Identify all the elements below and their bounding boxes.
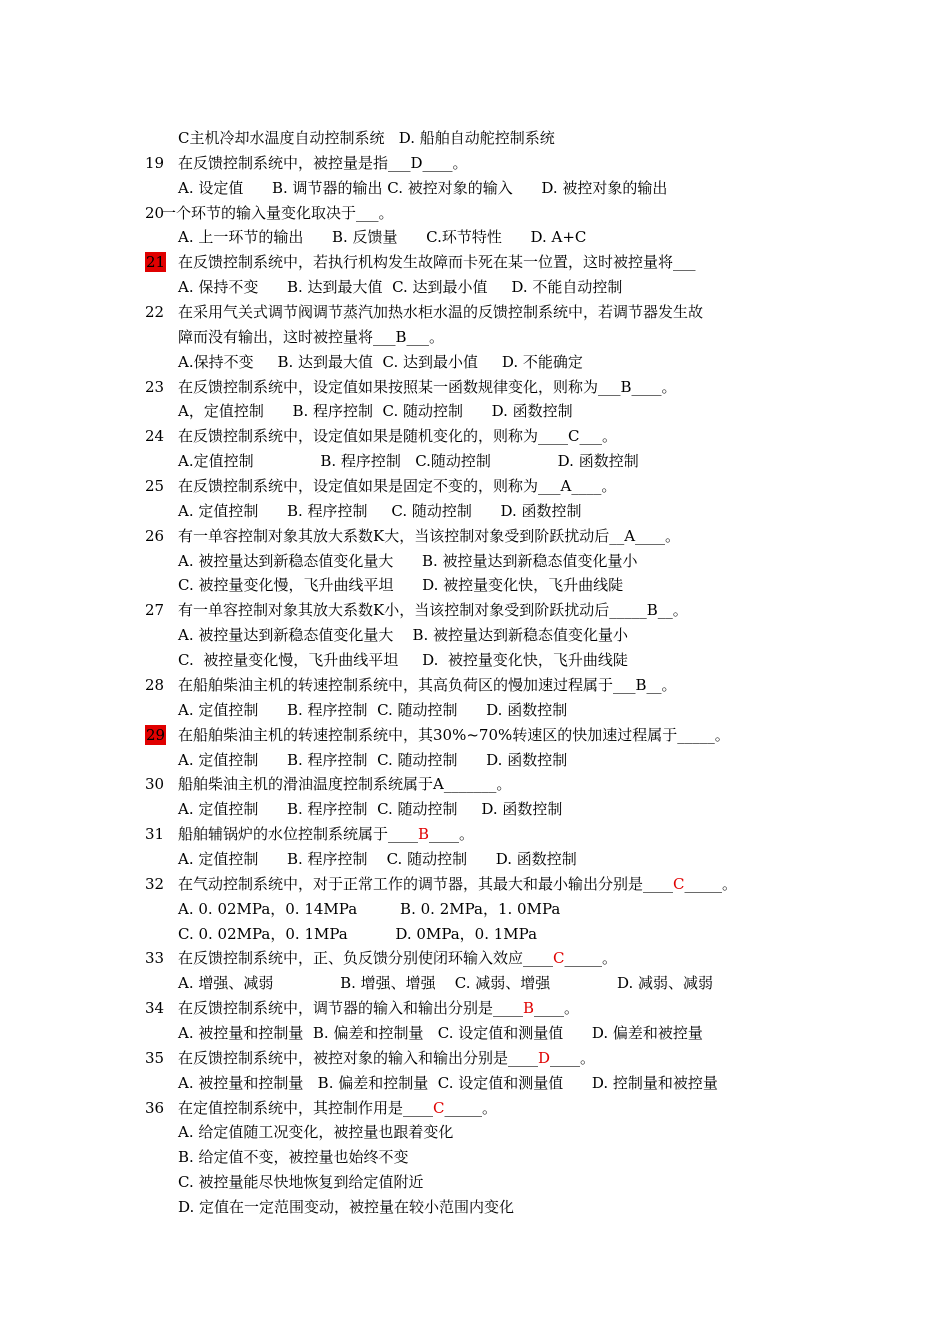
line-text: A. 被控量和控制量 B. 偏差和控制量 C. 设定值和测量值 D. 控制量和被控量	[178, 1073, 718, 1092]
line-text: B. 给定值不变，被控量也始终不变	[178, 1148, 409, 1167]
option-text	[178, 178, 667, 198]
question-text	[161, 203, 394, 223]
blank-tail: _____。	[444, 1098, 498, 1117]
line-text: 在反馈控制系统中，设定值如果按照某一函数规律变化，则称为___B____。	[178, 377, 677, 396]
line-text: C. 0. 02MPa，0. 1MPa D. 0MPa，0. 1MPa	[178, 924, 538, 943]
option-text	[178, 625, 628, 645]
question-text	[178, 675, 677, 695]
answer-mark: C	[673, 874, 685, 893]
line-text: A.保持不变 B. 达到最大值 C. 达到最小值 D. 不能确定	[178, 352, 583, 371]
line-text: A. 定值控制 B. 程序控制 C. 随动控制 D. 函数控制	[178, 849, 577, 868]
blank-tail: ____。	[429, 825, 475, 844]
answer-mark: C	[433, 1098, 445, 1117]
option-text	[178, 1197, 514, 1217]
question-text	[178, 476, 616, 496]
flagged-question-number: 29	[146, 725, 166, 744]
option-text	[178, 352, 583, 372]
option-text	[178, 277, 622, 297]
question-number: 33	[145, 949, 165, 968]
option-text	[178, 700, 567, 720]
question-text	[178, 1048, 595, 1068]
line-text: A. 给定值随工况变化，被控量也跟着变化	[178, 1123, 454, 1142]
option-text	[178, 501, 582, 521]
line-text: A. 0. 02MPa，0. 14MPa B. 0. 2MPa，1. 0MPa	[178, 899, 561, 918]
flagged-question-number: 21	[146, 253, 166, 272]
line-text: A. 保持不变 B. 达到最大值 C. 达到最小值 D. 不能自动控制	[178, 278, 623, 297]
answer-mark: B	[418, 825, 430, 844]
line-text: A. 被控量达到新稳态值变化量大 B. 被控量达到新稳态值变化量小	[178, 551, 638, 570]
line-text: 在反馈控制系统中，被控量是指___D____。	[178, 153, 468, 172]
question-text	[178, 252, 696, 272]
option-text	[178, 1172, 423, 1192]
line-text: A，定值控制 B. 程序控制 C. 随动控制 D. 函数控制	[178, 402, 573, 421]
option-text	[178, 799, 562, 819]
question-number: 34	[145, 999, 165, 1018]
blank-tail: _____。	[684, 874, 738, 893]
line-text: 一个环节的输入量变化取决于___。	[161, 203, 394, 222]
line-text: 在反馈控制系统中，设定值如果是随机变化的，则称为____C___。	[178, 427, 617, 446]
option-text	[178, 1023, 703, 1043]
line-text: D. 定值在一定范围变动，被控量在较小范围内变化	[178, 1197, 515, 1216]
line-text: 有一单容控制对象其放大系数K大，当该控制对象受到阶跃扰动后__A____。	[178, 526, 681, 545]
line-text: A. 定值控制 B. 程序控制 C. 随动控制 D. 函数控制	[178, 501, 582, 520]
line-text: 在定值控制系统中，其控制作用是____	[178, 1098, 434, 1117]
line-text: 在反馈控制系统中，调节器的输入和输出分别是____	[178, 999, 524, 1018]
blank-tail: ____。	[534, 999, 580, 1018]
question-text	[178, 725, 730, 745]
option-text	[178, 899, 560, 919]
option-text	[178, 750, 567, 770]
question-text	[178, 998, 579, 1018]
option-text	[178, 973, 713, 993]
question-number: 27	[145, 601, 165, 620]
option-text	[178, 1073, 718, 1093]
question-number: 25	[145, 477, 165, 496]
question-number: 24	[145, 427, 165, 446]
question-number: 31	[145, 825, 165, 844]
line-text: 在气动控制系统中，对于正常工作的调节器，其最大和最小输出分别是____	[178, 874, 674, 893]
line-text: A. 定值控制 B. 程序控制 C. 随动控制 D. 函数控制	[178, 800, 563, 819]
question-text	[178, 774, 511, 794]
line-text: 在反馈控制系统中，若执行机构发生故障而卡死在某一位置，这时被控量将___	[178, 253, 696, 272]
option-text	[178, 849, 577, 869]
option-text	[178, 401, 573, 421]
question-text	[178, 948, 617, 968]
line-text: 船舶辅锅炉的水位控制系统属于____	[178, 825, 419, 844]
question-number: 20	[145, 203, 165, 222]
line-text: C主机冷却水温度自动控制系统 D. 船舶自动舵控制系统	[178, 129, 555, 147]
answer-mark: C	[553, 949, 565, 968]
question-text	[178, 426, 617, 446]
question-text	[178, 526, 680, 546]
line-text: 有一单容控制对象其放大系数K小，当该控制对象受到阶跃扰动后_____B__。	[178, 601, 688, 620]
answer-mark: B	[523, 999, 535, 1018]
question-text	[178, 153, 468, 173]
question-text	[178, 600, 688, 620]
option-text	[178, 650, 628, 670]
line-text: A.定值控制 B. 程序控制 C.随动控制 D. 函数控制	[178, 452, 639, 471]
line-text: A. 定值控制 B. 程序控制 C. 随动控制 D. 函数控制	[178, 750, 568, 769]
question-number: 30	[145, 775, 165, 794]
option-text	[178, 551, 638, 571]
line-text: 在反馈控制系统中，被控对象的输入和输出分别是____	[178, 1048, 539, 1067]
question-number: 36	[145, 1098, 165, 1117]
option-text	[178, 1122, 453, 1142]
line-text: C. 被控量变化慢，飞升曲线平坦 D. 被控量变化快，飞升曲线陡	[178, 576, 624, 595]
option-text	[178, 575, 623, 595]
line-text: 船舶柴油主机的滑油温度控制系统属于A_______。	[178, 775, 512, 794]
line-text: 在船舶柴油主机的转速控制系统中，其高负荷区的慢加速过程属于___B__。	[178, 675, 677, 694]
line-text: 障而没有输出，这时被控量将___B___。	[178, 327, 445, 346]
line-text: 在反馈控制系统中，设定值如果是固定不变的，则称为___A____。	[178, 477, 617, 496]
line-text: 在船舶柴油主机的转速控制系统中，其30%~70%转速区的快加速过程属于_____。	[178, 725, 730, 744]
line-text: 在反馈控制系统中，正、负反馈分别使闭环输入效应____	[178, 949, 554, 968]
line-text: A. 被控量和控制量 B. 偏差和控制量 C. 设定值和测量值 D. 偏差和被控量	[178, 1023, 703, 1042]
blank-tail: _____。	[564, 949, 618, 968]
question-text	[178, 824, 474, 844]
question-text	[178, 302, 703, 322]
line-text: 在采用气关式调节阀调节蒸汽加热水柜水温的反馈控制系统中，若调节器发生故	[178, 303, 704, 322]
line-text: A. 增强、减弱 B. 增强、增强 C. 减弱、增强 D. 减弱、减弱	[178, 974, 714, 993]
answer-mark: D	[538, 1048, 551, 1067]
question-number: 22	[145, 303, 165, 322]
option-text	[178, 327, 444, 347]
option-text	[178, 451, 639, 471]
question-text	[178, 874, 737, 894]
question-number: 23	[145, 377, 165, 396]
option-text	[178, 227, 586, 247]
line-text: A. 上一环节的输出 B. 反馈量 C.环节特性 D. A+C	[178, 228, 587, 247]
line-text: A. 设定值 B. 调节器的输出 C. 被控对象的输入 D. 被控对象的输出	[178, 178, 668, 197]
question-number: 32	[145, 874, 165, 893]
line-text: C. 被控量能尽快地恢复到给定值附近	[178, 1173, 424, 1192]
blank-tail: ____。	[550, 1048, 596, 1067]
line-text: A. 定值控制 B. 程序控制 C. 随动控制 D. 函数控制	[178, 700, 568, 719]
question-number: 26	[145, 526, 165, 545]
question-number: 28	[145, 675, 165, 694]
option-text	[178, 128, 555, 148]
question-number: 35	[145, 1048, 165, 1067]
question-text	[178, 1098, 497, 1118]
line-text: A. 被控量达到新稳态值变化量大 B. 被控量达到新稳态值变化量小	[178, 626, 629, 645]
question-number: 19	[145, 153, 165, 172]
line-text: C. 被控量变化慢，飞升曲线平坦 D. 被控量变化快，飞升曲线陡	[178, 651, 628, 670]
option-text	[178, 1147, 409, 1167]
option-text	[178, 924, 537, 944]
question-text	[178, 377, 677, 397]
